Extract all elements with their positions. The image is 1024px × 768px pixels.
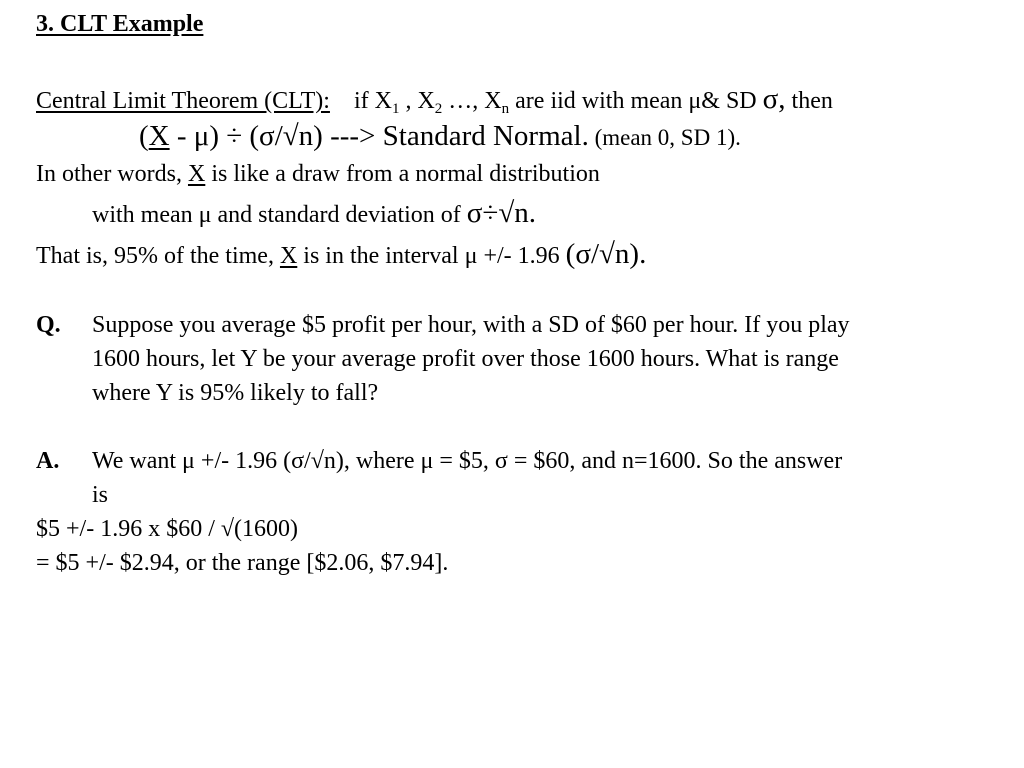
clt-formula [139,121,741,153]
clt-label: Central Limit Theorem (CLT): [36,88,330,114]
formula-note: (mean 0, SD 1). [588,125,741,150]
clt-then: then [785,88,833,114]
formula-rest: - μ) ÷ (σ/√n) ---> Standard Normal. [169,120,589,152]
page-title: 3. CLT Example [36,11,204,37]
clt-iid: are iid with mean μ& SD [509,88,763,114]
subscript-n: n [501,101,510,117]
clt-x2: , X [399,88,435,114]
subscript-1: 1 [391,101,400,117]
explain-text: is like a draw from a normal distribution [205,161,600,187]
explain-text: In other words, [36,161,188,187]
answer-result: = $5 +/- $2.94, or the range [$2.06, $7.94]. [36,550,449,576]
answer-line: is [92,482,109,508]
explain-line-3 [36,239,646,271]
sigma-over-root-n: (σ/√n). [565,238,647,270]
formula-open: ( [139,120,149,152]
sigma-div-root-n: σ÷√n. [466,197,536,229]
clt-if: if X [353,88,392,114]
subscript-2: 2 [434,101,443,117]
formula-xbar: X [148,120,170,152]
explain-text: That is, 95% of the time, [36,243,280,269]
xbar-symbol: X [187,161,206,187]
clt-xn: …, X [442,88,502,114]
question-line: Suppose you average $5 profit per hour, with a SD of $60 per hour. If you play [92,312,850,338]
explain-text: with mean μ and standard deviation of [92,202,467,228]
answer-calculation: $5 +/- 1.96 x $60 / √(1600) [36,516,299,542]
explain-text: is in the interval μ +/- 1.96 [297,243,566,269]
clt-statement [36,84,833,124]
xbar-symbol: X [279,243,298,269]
question-label: Q. [36,312,61,338]
answer-line: We want μ +/- 1.96 (σ/√n), where μ = $5, σ = $60, and n=1600. So the answer [92,448,843,474]
question-line: 1600 hours, let Y be your average profit over those 1600 hours. What is range [92,346,839,372]
clt-sigma: σ, [762,83,786,115]
question-line: where Y is 95% likely to fall? [92,380,379,406]
explain-line-1 [36,159,600,189]
explain-line-2 [92,198,536,230]
answer-label: A. [36,448,60,474]
